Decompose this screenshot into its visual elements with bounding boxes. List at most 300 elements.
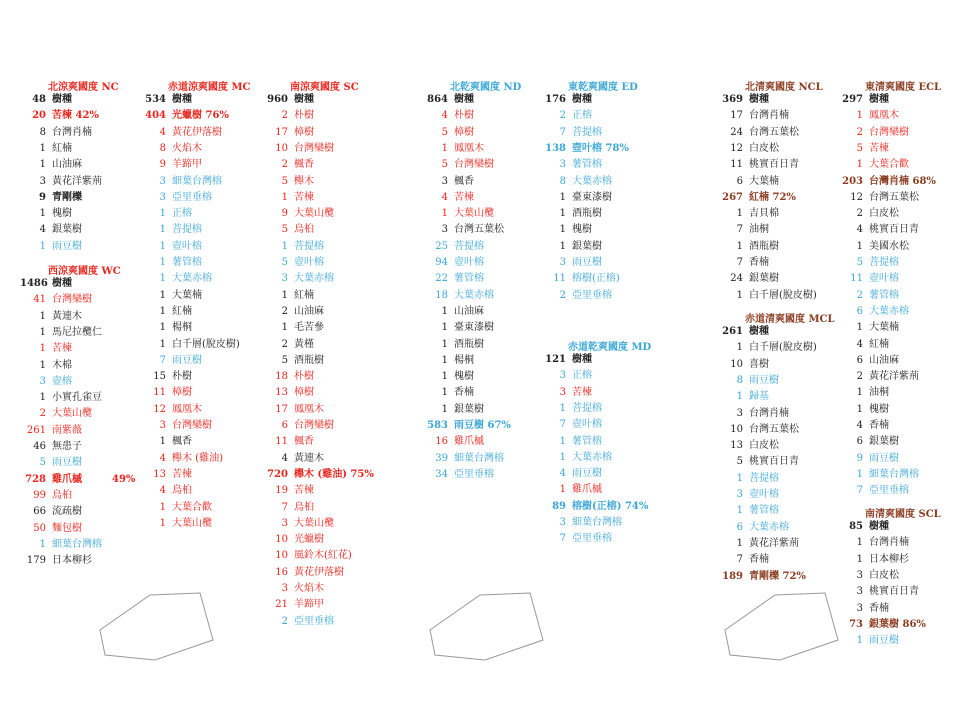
species-name: 大葉赤榕: [572, 175, 612, 187]
species-name: 白千層(脫皮樹): [749, 289, 817, 301]
species-name: 苦楝: [52, 343, 72, 355]
species-count: 4: [159, 485, 166, 497]
section-title-nc: 北涼爽國度 NC: [48, 82, 119, 93]
species-count: 46: [33, 441, 46, 452]
species-name: 榕樹(正榕) 74%: [572, 500, 649, 512]
species-count: 1: [159, 338, 166, 350]
species-count: 4: [159, 126, 166, 138]
species-count: 1: [736, 342, 743, 354]
species-name: 黃槿: [294, 338, 314, 350]
species-count: 20: [32, 110, 46, 122]
species-name: 銀葉樹: [749, 273, 779, 285]
species-count: 1: [856, 403, 863, 415]
species-count: 6: [736, 521, 743, 533]
species-count: 1: [441, 387, 448, 399]
species-count: 3: [39, 375, 46, 387]
species-count: 728: [25, 473, 46, 485]
species-name: 正榕: [172, 208, 192, 220]
species-count: 1: [39, 538, 46, 550]
species-name: 山油麻: [294, 305, 324, 317]
section-title-md: 赤道乾爽國度 MD: [568, 342, 652, 353]
species-name: 白皮松: [869, 208, 899, 220]
species-count: 5: [281, 175, 288, 187]
species-name: 白皮松: [749, 142, 779, 154]
species-count: 3: [559, 159, 566, 171]
species-name: 白皮松: [869, 569, 899, 581]
species-count: 1: [281, 289, 288, 301]
species-name: 苦楝: [572, 386, 592, 398]
species-name: 雨豆樹: [749, 374, 779, 386]
section-title-ed: 東乾爽國度 ED: [568, 82, 638, 93]
species-name: 薯管榕: [869, 289, 899, 301]
species-name: 大葉山欖: [172, 517, 212, 529]
species-name: 大葉合歡: [869, 159, 909, 171]
species-name: 楊桐: [454, 354, 474, 366]
species-count: 6: [736, 175, 743, 187]
species-count: 21: [275, 599, 288, 611]
species-count: 1: [856, 468, 863, 480]
species-name: 流疏樹: [52, 506, 82, 518]
species-count: 1: [159, 517, 166, 529]
species-count: 34: [435, 468, 448, 480]
species-name: 鳳凰木: [172, 403, 202, 415]
species-name: 薯管榕: [749, 505, 779, 517]
species-name: 雞爪槭: [572, 484, 602, 496]
species-count: 3: [856, 602, 863, 614]
species-count: 3: [736, 489, 743, 500]
species-count: 7: [559, 126, 566, 138]
species-count: 17: [275, 403, 288, 415]
species-count: 3: [559, 517, 566, 528]
species-count: 12: [730, 142, 743, 154]
species-name: 樟樹: [454, 126, 474, 138]
species-name: 壺叶榕: [454, 257, 484, 268]
species-count: 2: [281, 110, 288, 122]
species-count: 6: [281, 420, 288, 431]
species-count: 17: [275, 126, 288, 138]
section-title-mcl: 赤道清爽國度 MCL: [745, 314, 835, 325]
species-name: 壺叶榕: [869, 273, 899, 285]
species-name: 雞爪槭: [454, 436, 484, 448]
species-count: 1: [159, 273, 166, 285]
species-name: 香楠: [749, 554, 769, 566]
species-name: 台灣肖楠: [52, 126, 92, 138]
species-name: 青剛櫟 72%: [749, 570, 806, 582]
species-name: 紅楠: [294, 289, 314, 301]
species-count: 1: [39, 326, 46, 338]
species-name: 雨豆樹: [869, 452, 899, 464]
species-name: 槐樹: [869, 403, 889, 415]
species-name: 薯管榕: [172, 257, 202, 268]
species-name: 大葉楠: [172, 289, 202, 301]
species-count: 8: [736, 374, 743, 386]
species-count: 1: [856, 387, 863, 399]
species-count: 1: [736, 505, 743, 517]
species-count: 5: [856, 257, 863, 268]
species-name: 大葉赤榕: [172, 273, 212, 285]
species-count: 534: [145, 94, 166, 105]
species-name: 樟樹: [294, 126, 314, 138]
section-title-ecl: 東清爽國度 ECL: [865, 82, 942, 93]
species-count: 1: [159, 305, 166, 317]
species-name: 紅楠 72%: [749, 191, 796, 203]
species-count: 7: [736, 224, 743, 236]
species-name: 台灣五葉松: [749, 126, 799, 138]
species-name: 大葉赤榕: [454, 289, 494, 301]
species-count: 3: [559, 370, 566, 382]
species-count: 11: [850, 273, 863, 285]
species-name: 亞里垂榕: [869, 485, 909, 497]
species-name: 苦楝: [294, 485, 314, 497]
species-name: 雞爪槭: [52, 473, 82, 485]
species-count: 3: [159, 175, 166, 187]
species-name: 亞里垂榕: [294, 615, 334, 627]
species-percent: 49%: [112, 473, 136, 485]
species-name: 毛苦參: [294, 322, 324, 334]
species-count: 3: [159, 191, 166, 203]
species-count: 1: [856, 537, 863, 549]
species-name: 酒瓶樹: [454, 338, 484, 350]
species-name: 大葉山欖: [52, 408, 92, 420]
species-name: 黃花洋紫荊: [749, 537, 799, 549]
species-count: 2: [281, 615, 288, 627]
species-name: 日本柳杉: [869, 553, 909, 565]
species-name: 櫸木 (雞油) 75%: [294, 468, 374, 480]
species-count: 24: [730, 273, 743, 285]
species-name: 菩提榕: [749, 472, 779, 484]
species-name: 大葉山欖: [294, 517, 334, 529]
species-count: 1: [441, 322, 448, 334]
species-count: 1: [39, 392, 46, 404]
species-count: 3: [736, 407, 743, 419]
species-count: 1: [281, 240, 288, 252]
species-count: 89: [552, 500, 566, 512]
species-count: 1: [39, 142, 46, 154]
species-name: 鳳凰木: [869, 110, 899, 122]
species-name: 楊桐: [172, 322, 192, 334]
species-name: 亞里垂榕: [454, 468, 494, 480]
species-name: 壺叶榕 78%: [572, 142, 629, 154]
species-name: 台灣肖楠 68%: [869, 175, 936, 187]
species-name: 楓香: [454, 175, 474, 187]
species-name: 樹種: [454, 94, 474, 105]
species-name: 烏桕: [172, 485, 192, 497]
species-count: 1: [39, 240, 46, 252]
species-name: 櫸木 (雞油): [172, 452, 223, 464]
species-name: 苦楝: [869, 142, 889, 154]
species-name: 桃實百日青: [869, 224, 919, 236]
species-name: 細葉台灣榕: [52, 538, 102, 550]
species-name: 風鈴木(紅花): [294, 550, 352, 562]
species-count: 176: [545, 94, 566, 105]
species-count: 73: [849, 618, 863, 630]
species-name: 大葉赤榕: [869, 305, 909, 317]
map-outline-middle: [425, 585, 555, 665]
species-count: 8: [559, 175, 566, 187]
species-name: 朴樹: [294, 110, 314, 122]
species-name: 火焰木: [294, 583, 324, 594]
species-name: 青剛櫟: [52, 191, 82, 203]
species-count: 1: [159, 240, 166, 252]
species-name: 朴樹: [454, 110, 474, 122]
species-name: 雨豆樹: [52, 240, 82, 252]
species-name: 黃花伊落樹: [172, 126, 222, 138]
species-count: 297: [842, 94, 863, 105]
species-count: 2: [281, 159, 288, 171]
species-name: 細葉台灣榕: [172, 175, 222, 187]
species-count: 1: [39, 359, 46, 371]
species-count: 2: [281, 305, 288, 317]
species-count: 5: [281, 224, 288, 236]
species-name: 壺榕: [52, 375, 72, 387]
species-count: 2: [856, 289, 863, 301]
section-title-sc: 南涼爽國度 SC: [290, 82, 359, 93]
species-name: 亞里垂榕: [172, 191, 212, 203]
species-name: 烏桕: [294, 224, 314, 236]
species-count: 1: [159, 224, 166, 236]
species-count: 5: [39, 457, 46, 469]
species-count: 864: [427, 94, 448, 105]
species-count: 15: [153, 371, 166, 383]
species-name: 正榕: [572, 110, 592, 122]
species-count: 8: [39, 126, 46, 138]
species-name: 香楠: [869, 602, 889, 614]
species-count: 720: [267, 468, 288, 480]
species-name: 薯管榕: [454, 273, 484, 285]
species-count: 1: [281, 322, 288, 334]
species-name: 台灣欒樹: [52, 294, 92, 306]
species-count: 1: [559, 240, 566, 252]
section-title-wc: 西涼爽國度 WC: [48, 266, 121, 277]
species-count: 94: [435, 257, 448, 268]
species-count: 7: [559, 419, 566, 431]
species-name: 樹種: [869, 521, 889, 532]
species-count: 10: [275, 142, 288, 154]
species-count: 11: [153, 387, 166, 399]
species-count: 6: [856, 305, 863, 317]
species-name: 香楠: [454, 387, 474, 399]
species-count: 39: [435, 452, 448, 464]
species-name: 麵包樹: [52, 522, 82, 534]
species-count: 4: [856, 338, 863, 350]
species-count: 1: [856, 240, 863, 252]
species-name: 雨豆樹: [572, 257, 602, 268]
species-count: 1: [856, 110, 863, 122]
species-count: 2: [559, 110, 566, 122]
species-name: 酒瓶樹: [749, 240, 779, 252]
section-title-nd: 北乾爽國度 ND: [450, 82, 522, 93]
species-name: 桃實百日青: [749, 456, 799, 468]
species-count: 3: [159, 420, 166, 431]
species-name: 雨豆樹 67%: [454, 420, 511, 431]
species-name: 槐樹: [454, 371, 474, 383]
species-name: 酒瓶樹: [294, 354, 324, 366]
species-name: 烏桕: [294, 501, 314, 513]
species-name: 樹種: [172, 94, 192, 105]
species-name: 山油麻: [52, 159, 82, 171]
species-count: 5: [441, 126, 448, 138]
species-name: 壺叶榕: [294, 257, 324, 268]
species-count: 9: [856, 452, 863, 464]
species-count: 4: [281, 452, 288, 464]
species-name: 山油麻: [454, 305, 484, 317]
species-name: 槐樹: [572, 224, 592, 236]
species-name: 樟樹: [294, 387, 314, 399]
species-name: 羊蹄甲: [172, 159, 202, 171]
species-name: 紅楠: [869, 338, 889, 350]
species-name: 薯管榕: [572, 159, 602, 171]
species-count: 13: [730, 440, 743, 452]
species-name: 細葉台灣榕: [572, 517, 622, 528]
species-name: 黃花洋紫荊: [52, 175, 102, 187]
species-name: 朴樹: [172, 371, 192, 383]
species-count: 3: [39, 175, 46, 187]
species-count: 18: [275, 371, 288, 383]
species-count: 189: [722, 570, 743, 582]
species-count: 7: [159, 354, 166, 366]
section-title-ncl: 北清爽國度 NCL: [745, 82, 823, 93]
species-count: 3: [281, 583, 288, 594]
species-count: 3: [281, 517, 288, 529]
species-name: 馬尼拉欖仁: [52, 326, 102, 338]
species-name: 鳳凰木: [294, 403, 324, 415]
species-name: 正榕: [572, 370, 592, 382]
species-count: 18: [435, 289, 448, 301]
species-count: 2: [559, 289, 566, 301]
species-name: 雨豆樹: [869, 635, 899, 647]
species-name: 樹種: [572, 354, 592, 365]
species-count: 7: [281, 501, 288, 513]
species-count: 7: [736, 554, 743, 566]
species-name: 菩提榕: [572, 402, 602, 414]
species-name: 台灣欒樹: [454, 159, 494, 171]
species-count: 19: [275, 485, 288, 497]
species-name: 雨豆樹: [572, 468, 602, 480]
species-name: 槐樹: [52, 208, 72, 220]
species-count: 4: [441, 191, 448, 203]
species-count: 261: [722, 326, 743, 337]
species-count: 1: [39, 310, 46, 322]
species-count: 1: [441, 338, 448, 350]
species-count: 179: [26, 555, 46, 567]
species-name: 台灣五葉松: [869, 191, 919, 203]
species-count: 404: [145, 110, 166, 122]
species-name: 歸基: [749, 391, 769, 403]
species-count: 4: [39, 224, 46, 236]
species-count: 1: [39, 208, 46, 220]
species-name: 桃實百日青: [869, 586, 919, 598]
species-name: 鳳凰木: [454, 142, 484, 154]
species-count: 4: [856, 224, 863, 236]
species-count: 5: [441, 159, 448, 171]
species-count: 121: [545, 354, 566, 365]
species-name: 無患子: [52, 441, 82, 452]
species-count: 1: [441, 354, 448, 366]
species-name: 光蠟樹 76%: [172, 110, 229, 122]
species-count: 10: [730, 358, 743, 370]
species-name: 楓香: [172, 436, 192, 448]
species-count: 3: [441, 175, 448, 187]
species-name: 油桐: [749, 224, 769, 236]
species-count: 2: [856, 371, 863, 383]
species-name: 菩提榕: [172, 224, 202, 236]
species-name: 大葉赤榕: [749, 521, 789, 533]
species-count: 3: [559, 386, 566, 398]
species-name: 苦楝: [454, 191, 474, 203]
species-count: 4: [856, 420, 863, 431]
species-count: 10: [275, 550, 288, 562]
species-name: 美國水松: [869, 240, 909, 252]
species-count: 1: [159, 208, 166, 220]
species-count: 1: [736, 537, 743, 549]
species-count: 1: [159, 257, 166, 268]
species-name: 壺叶榕: [749, 489, 779, 500]
species-name: 細葉台灣榕: [869, 468, 919, 480]
species-name: 壺叶榕: [572, 419, 602, 431]
species-count: 1: [159, 501, 166, 513]
species-name: 白皮松: [749, 440, 779, 452]
species-count: 1: [39, 343, 46, 355]
species-name: 酒瓶樹: [572, 208, 602, 220]
species-count: 1: [856, 322, 863, 334]
species-count: 1: [736, 208, 743, 220]
species-count: 2: [856, 126, 863, 138]
species-count: 583: [427, 420, 448, 431]
species-count: 11: [553, 273, 566, 285]
species-name: 樹種: [869, 94, 889, 105]
species-count: 1: [441, 371, 448, 383]
species-count: 10: [730, 423, 743, 435]
species-name: 光蠟樹: [294, 534, 324, 546]
species-name: 菩提榕: [294, 240, 324, 252]
species-count: 1: [559, 435, 566, 447]
species-name: 樹種: [749, 94, 769, 105]
species-count: 7: [736, 257, 743, 268]
map-outline-right: [720, 585, 850, 665]
species-name: 台灣五葉松: [749, 423, 799, 435]
species-count: 369: [722, 94, 743, 105]
species-count: 17: [730, 110, 743, 122]
species-name: 銀葉樹: [454, 403, 484, 415]
species-name: 紅楠: [172, 305, 192, 317]
species-count: 5: [281, 354, 288, 366]
species-count: 3: [281, 273, 288, 285]
species-count: 41: [33, 294, 46, 306]
species-count: 1: [736, 289, 743, 301]
species-name: 朴樹: [294, 371, 314, 383]
species-count: 1: [559, 402, 566, 414]
species-count: 9: [281, 208, 288, 220]
species-count: 1: [441, 403, 448, 415]
species-count: 4: [559, 468, 566, 480]
species-count: 13: [275, 387, 288, 399]
species-count: 5: [281, 257, 288, 268]
species-count: 5: [856, 142, 863, 154]
species-count: 1: [441, 142, 448, 154]
species-name: 大葉山欖: [294, 208, 334, 220]
species-count: 22: [435, 273, 448, 285]
section-title-mc: 赤道涼爽國度 MC: [168, 82, 251, 93]
species-name: 銀葉樹: [52, 224, 82, 236]
species-count: 261: [26, 424, 46, 436]
species-count: 1: [856, 635, 863, 647]
species-count: 3: [559, 257, 566, 268]
species-count: 960: [267, 94, 288, 105]
species-name: 台灣五葉松: [454, 224, 504, 236]
species-count: 1486: [20, 278, 48, 289]
species-name: 楓香: [294, 436, 314, 448]
species-count: 4: [441, 110, 448, 122]
